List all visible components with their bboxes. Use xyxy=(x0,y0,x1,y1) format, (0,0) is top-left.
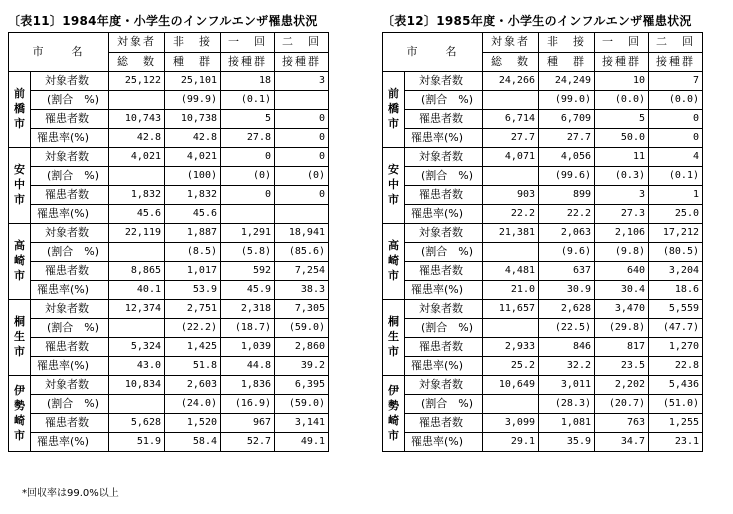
value-cell: 640 xyxy=(595,262,649,281)
table-row xyxy=(383,338,703,357)
value-cell: 903 xyxy=(483,186,539,205)
value-cell: (0.1) xyxy=(221,91,275,110)
value-cell: 42.8 xyxy=(165,129,221,148)
row-label: 罹患者数 xyxy=(405,338,483,357)
table-row xyxy=(9,205,329,224)
table-row xyxy=(9,300,329,319)
table-row xyxy=(9,281,329,300)
value-cell: 21.0 xyxy=(483,281,539,300)
value-cell: (85.6) xyxy=(275,243,329,262)
value-cell: 22.2 xyxy=(483,205,539,224)
value-cell: (0) xyxy=(275,167,329,186)
table-row xyxy=(383,167,703,186)
value-cell: 53.9 xyxy=(165,281,221,300)
value-cell: (24.0) xyxy=(165,395,221,414)
header-city: 市 名 xyxy=(383,33,483,72)
value-cell xyxy=(483,395,539,414)
value-cell: 6,709 xyxy=(539,110,595,129)
value-cell: 10,738 xyxy=(165,110,221,129)
row-label: 罹患率(%) xyxy=(31,433,109,452)
value-cell: 5,559 xyxy=(649,300,703,319)
table-row xyxy=(383,205,703,224)
value-cell: 2,318 xyxy=(221,300,275,319)
table-row xyxy=(9,433,329,452)
value-cell xyxy=(109,243,165,262)
value-cell: 2,628 xyxy=(539,300,595,319)
value-cell xyxy=(483,243,539,262)
city-label: 桐生市 xyxy=(14,315,25,358)
table-row xyxy=(9,357,329,376)
row-label: 対象者数 xyxy=(405,72,483,91)
row-label: 罹患率(%) xyxy=(405,281,483,300)
value-cell: 52.7 xyxy=(221,433,275,452)
table-11-panel xyxy=(8,10,329,452)
value-cell: 3,011 xyxy=(539,376,595,395)
value-cell: 5,628 xyxy=(109,414,165,433)
city-label: 安中市 xyxy=(388,163,399,206)
value-cell xyxy=(275,205,329,224)
value-cell: 1,832 xyxy=(165,186,221,205)
value-cell: 5 xyxy=(595,110,649,129)
header-col3: 一 回 xyxy=(595,33,649,53)
value-cell: 23.1 xyxy=(649,433,703,452)
row-label: (割合 %) xyxy=(31,243,109,262)
value-cell: 21,381 xyxy=(483,224,539,243)
value-cell: 45.9 xyxy=(221,281,275,300)
city-label: 高崎市 xyxy=(388,239,399,282)
value-cell xyxy=(109,395,165,414)
table-row xyxy=(383,129,703,148)
infection-table xyxy=(382,32,703,452)
value-cell: 2,603 xyxy=(165,376,221,395)
value-cell: 51.9 xyxy=(109,433,165,452)
table-row xyxy=(9,395,329,414)
row-label: 対象者数 xyxy=(31,376,109,395)
value-cell: 3,470 xyxy=(595,300,649,319)
value-cell: 25.2 xyxy=(483,357,539,376)
value-cell: (9.8) xyxy=(595,243,649,262)
value-cell: 4 xyxy=(649,148,703,167)
row-label: 対象者数 xyxy=(405,224,483,243)
value-cell: 1,520 xyxy=(165,414,221,433)
city-label: 前橋市 xyxy=(14,87,25,130)
value-cell: 18 xyxy=(221,72,275,91)
table-row xyxy=(9,338,329,357)
header-city: 市 名 xyxy=(9,33,109,72)
value-cell: (22.2) xyxy=(165,319,221,338)
value-cell: 2,860 xyxy=(275,338,329,357)
value-cell: 29.1 xyxy=(483,433,539,452)
value-cell: 10,743 xyxy=(109,110,165,129)
value-cell: 32.2 xyxy=(539,357,595,376)
value-cell: 58.4 xyxy=(165,433,221,452)
value-cell: 1,270 xyxy=(649,338,703,357)
row-label: 罹患者数 xyxy=(405,186,483,205)
value-cell: 6,714 xyxy=(483,110,539,129)
row-label: 罹患者数 xyxy=(31,186,109,205)
table-row xyxy=(9,262,329,281)
row-label: 罹患者数 xyxy=(31,262,109,281)
infection-table xyxy=(8,32,329,452)
value-cell: 899 xyxy=(539,186,595,205)
city-label: 伊勢崎市 xyxy=(388,383,399,442)
row-label: 罹患率(%) xyxy=(31,129,109,148)
value-cell: 10,834 xyxy=(109,376,165,395)
value-cell: 5,324 xyxy=(109,338,165,357)
value-cell: (8.5) xyxy=(165,243,221,262)
row-label: (割合 %) xyxy=(31,91,109,110)
table-row xyxy=(9,224,329,243)
row-label: (割合 %) xyxy=(405,395,483,414)
value-cell: (99.9) xyxy=(165,91,221,110)
value-cell: 1,832 xyxy=(109,186,165,205)
value-cell: (18.7) xyxy=(221,319,275,338)
value-cell: 3 xyxy=(595,186,649,205)
value-cell: 3,099 xyxy=(483,414,539,433)
value-cell: 1 xyxy=(649,186,703,205)
value-cell: 0 xyxy=(649,110,703,129)
value-cell: 3 xyxy=(275,72,329,91)
value-cell: 1,425 xyxy=(165,338,221,357)
value-cell: (0.0) xyxy=(649,91,703,110)
value-cell: 34.7 xyxy=(595,433,649,452)
city-label: 伊勢崎市 xyxy=(14,383,25,442)
value-cell xyxy=(221,205,275,224)
row-label: 罹患者数 xyxy=(405,110,483,129)
header-col2: 非 接 xyxy=(539,33,595,53)
value-cell: (28.3) xyxy=(539,395,595,414)
value-cell: 0 xyxy=(275,110,329,129)
table-row xyxy=(383,376,703,395)
value-cell xyxy=(109,91,165,110)
value-cell: 0 xyxy=(649,129,703,148)
table-row xyxy=(383,319,703,338)
value-cell: (0.0) xyxy=(595,91,649,110)
value-cell: 0 xyxy=(221,148,275,167)
value-cell xyxy=(483,167,539,186)
value-cell: 12,374 xyxy=(109,300,165,319)
header-col2: 種 群 xyxy=(539,52,595,72)
city-name xyxy=(9,300,31,376)
value-cell: 4,071 xyxy=(483,148,539,167)
header-col3: 接種群 xyxy=(221,52,275,72)
table-row xyxy=(383,224,703,243)
value-cell: 5,436 xyxy=(649,376,703,395)
header-col2: 非 接 xyxy=(165,33,221,53)
value-cell: 35.9 xyxy=(539,433,595,452)
value-cell: (22.5) xyxy=(539,319,595,338)
value-cell: 3,141 xyxy=(275,414,329,433)
value-cell: (9.6) xyxy=(539,243,595,262)
table-row xyxy=(383,110,703,129)
value-cell: 38.3 xyxy=(275,281,329,300)
value-cell xyxy=(275,91,329,110)
value-cell: 25.0 xyxy=(649,205,703,224)
row-label: 罹患率(%) xyxy=(31,205,109,224)
value-cell: 4,056 xyxy=(539,148,595,167)
table-row xyxy=(383,300,703,319)
value-cell: 27.8 xyxy=(221,129,275,148)
value-cell: 1,836 xyxy=(221,376,275,395)
row-label: 対象者数 xyxy=(405,148,483,167)
row-label: 罹患者数 xyxy=(31,338,109,357)
city-name xyxy=(383,376,405,452)
row-label: 罹患者数 xyxy=(405,414,483,433)
table-title: 〔表12〕1985年度・小学生のインフルエンザ罹患状況 xyxy=(382,14,692,28)
city-name xyxy=(383,224,405,300)
value-cell: (5.8) xyxy=(221,243,275,262)
header-col4: 接種群 xyxy=(649,52,703,72)
table-title: 〔表11〕1984年度・小学生のインフルエンザ罹患状況 xyxy=(8,14,318,28)
value-cell: 817 xyxy=(595,338,649,357)
value-cell: 40.1 xyxy=(109,281,165,300)
value-cell: 1,887 xyxy=(165,224,221,243)
value-cell: 49.1 xyxy=(275,433,329,452)
value-cell: (51.0) xyxy=(649,395,703,414)
value-cell: 2,751 xyxy=(165,300,221,319)
table-row xyxy=(383,395,703,414)
value-cell: 30.9 xyxy=(539,281,595,300)
city-name xyxy=(9,72,31,148)
value-cell: 22.8 xyxy=(649,357,703,376)
value-cell: (20.7) xyxy=(595,395,649,414)
value-cell: 25,101 xyxy=(165,72,221,91)
value-cell xyxy=(483,91,539,110)
row-label: (割合 %) xyxy=(405,91,483,110)
value-cell: 846 xyxy=(539,338,595,357)
value-cell: 22,119 xyxy=(109,224,165,243)
value-cell: 2,106 xyxy=(595,224,649,243)
value-cell: 4,021 xyxy=(109,148,165,167)
table-row xyxy=(9,167,329,186)
value-cell: 25,122 xyxy=(109,72,165,91)
value-cell: 27.7 xyxy=(539,129,595,148)
header-col3: 一 回 xyxy=(221,33,275,53)
city-name xyxy=(9,224,31,300)
city-name xyxy=(9,148,31,224)
table-row xyxy=(383,414,703,433)
value-cell: 6,395 xyxy=(275,376,329,395)
table-row xyxy=(9,91,329,110)
value-cell: (29.8) xyxy=(595,319,649,338)
value-cell: (0.3) xyxy=(595,167,649,186)
value-cell: 43.0 xyxy=(109,357,165,376)
row-label: (割合 %) xyxy=(405,319,483,338)
row-label: 罹患者数 xyxy=(31,414,109,433)
value-cell: 8,865 xyxy=(109,262,165,281)
value-cell: 22.2 xyxy=(539,205,595,224)
value-cell: (47.7) xyxy=(649,319,703,338)
value-cell: 42.8 xyxy=(109,129,165,148)
value-cell: 18,941 xyxy=(275,224,329,243)
row-label: (割合 %) xyxy=(405,167,483,186)
value-cell: 1,291 xyxy=(221,224,275,243)
row-label: 対象者数 xyxy=(31,72,109,91)
value-cell: (100) xyxy=(165,167,221,186)
value-cell: (0.1) xyxy=(649,167,703,186)
header-row xyxy=(383,33,703,53)
value-cell: 0 xyxy=(275,186,329,205)
header-col1: 総 数 xyxy=(109,52,165,72)
value-cell: 24,249 xyxy=(539,72,595,91)
value-cell: 1,017 xyxy=(165,262,221,281)
city-label: 前橋市 xyxy=(388,87,399,130)
row-label: 罹患率(%) xyxy=(31,357,109,376)
value-cell: 4,481 xyxy=(483,262,539,281)
value-cell: (80.5) xyxy=(649,243,703,262)
value-cell: 7 xyxy=(649,72,703,91)
value-cell: 7,305 xyxy=(275,300,329,319)
value-cell: 2,933 xyxy=(483,338,539,357)
table-row xyxy=(9,319,329,338)
row-label: 罹患率(%) xyxy=(405,205,483,224)
row-label: 対象者数 xyxy=(405,376,483,395)
header-col2: 種 群 xyxy=(165,52,221,72)
table-row xyxy=(383,72,703,91)
table-row xyxy=(9,72,329,91)
table-row xyxy=(9,110,329,129)
value-cell: 0 xyxy=(275,129,329,148)
value-cell: 51.8 xyxy=(165,357,221,376)
row-label: 対象者数 xyxy=(405,300,483,319)
city-label: 安中市 xyxy=(14,163,25,206)
table-row xyxy=(383,433,703,452)
city-name xyxy=(383,300,405,376)
value-cell: 637 xyxy=(539,262,595,281)
value-cell: 18.6 xyxy=(649,281,703,300)
table-row xyxy=(9,376,329,395)
row-label: 罹患率(%) xyxy=(405,129,483,148)
row-label: (割合 %) xyxy=(31,395,109,414)
value-cell: (99.0) xyxy=(539,91,595,110)
value-cell: 2,063 xyxy=(539,224,595,243)
value-cell: (59.0) xyxy=(275,395,329,414)
value-cell: 39.2 xyxy=(275,357,329,376)
value-cell: 45.6 xyxy=(109,205,165,224)
value-cell: 44.8 xyxy=(221,357,275,376)
table-row xyxy=(9,148,329,167)
header-row xyxy=(9,33,329,53)
table-row xyxy=(9,243,329,262)
row-label: 罹患者数 xyxy=(405,262,483,281)
table-row xyxy=(383,91,703,110)
value-cell: 2,202 xyxy=(595,376,649,395)
table-row xyxy=(383,243,703,262)
value-cell: 4,021 xyxy=(165,148,221,167)
header-col1: 対象者 xyxy=(109,33,165,53)
value-cell: 17,212 xyxy=(649,224,703,243)
value-cell: 11,657 xyxy=(483,300,539,319)
value-cell: 24,266 xyxy=(483,72,539,91)
table-row xyxy=(383,148,703,167)
row-label: (割合 %) xyxy=(405,243,483,262)
header-col1: 対象者 xyxy=(483,33,539,53)
city-label: 高崎市 xyxy=(14,239,25,282)
value-cell: 10,649 xyxy=(483,376,539,395)
value-cell: 11 xyxy=(595,148,649,167)
row-label: 罹患率(%) xyxy=(405,433,483,452)
table-row xyxy=(383,357,703,376)
value-cell: 50.0 xyxy=(595,129,649,148)
city-name xyxy=(383,72,405,148)
value-cell: 45.6 xyxy=(165,205,221,224)
row-label: 対象者数 xyxy=(31,224,109,243)
city-name xyxy=(9,376,31,452)
header-col4: 二 回 xyxy=(649,33,703,53)
value-cell xyxy=(483,319,539,338)
table-row xyxy=(9,186,329,205)
table-row xyxy=(9,129,329,148)
value-cell: 27.3 xyxy=(595,205,649,224)
header-col3: 接種群 xyxy=(595,52,649,72)
table-row xyxy=(383,281,703,300)
value-cell: 7,254 xyxy=(275,262,329,281)
row-label: 罹患率(%) xyxy=(31,281,109,300)
value-cell: (99.6) xyxy=(539,167,595,186)
value-cell: 30.4 xyxy=(595,281,649,300)
row-label: (割合 %) xyxy=(31,167,109,186)
row-label: 罹患率(%) xyxy=(405,357,483,376)
value-cell: 1,081 xyxy=(539,414,595,433)
value-cell xyxy=(109,167,165,186)
value-cell: 27.7 xyxy=(483,129,539,148)
city-label: 桐生市 xyxy=(388,315,399,358)
value-cell: 763 xyxy=(595,414,649,433)
value-cell: 3,204 xyxy=(649,262,703,281)
footnote: *回収率は99.0%以上 xyxy=(22,488,119,499)
table-row xyxy=(383,262,703,281)
value-cell: 1,255 xyxy=(649,414,703,433)
city-name xyxy=(383,148,405,224)
value-cell: 10 xyxy=(595,72,649,91)
value-cell: 1,039 xyxy=(221,338,275,357)
row-label: 対象者数 xyxy=(31,300,109,319)
value-cell: 592 xyxy=(221,262,275,281)
value-cell: (59.0) xyxy=(275,319,329,338)
table-12-panel xyxy=(382,10,703,452)
header-col4: 二 回 xyxy=(275,33,329,53)
value-cell: 0 xyxy=(275,148,329,167)
table-row xyxy=(9,414,329,433)
row-label: 対象者数 xyxy=(31,148,109,167)
row-label: 罹患者数 xyxy=(31,110,109,129)
value-cell: (0) xyxy=(221,167,275,186)
value-cell xyxy=(109,319,165,338)
table-row xyxy=(383,186,703,205)
header-col4: 接種群 xyxy=(275,52,329,72)
value-cell: 23.5 xyxy=(595,357,649,376)
value-cell: 0 xyxy=(221,186,275,205)
value-cell: (16.9) xyxy=(221,395,275,414)
value-cell: 967 xyxy=(221,414,275,433)
header-col1: 総 数 xyxy=(483,52,539,72)
value-cell: 5 xyxy=(221,110,275,129)
row-label: (割合 %) xyxy=(31,319,109,338)
